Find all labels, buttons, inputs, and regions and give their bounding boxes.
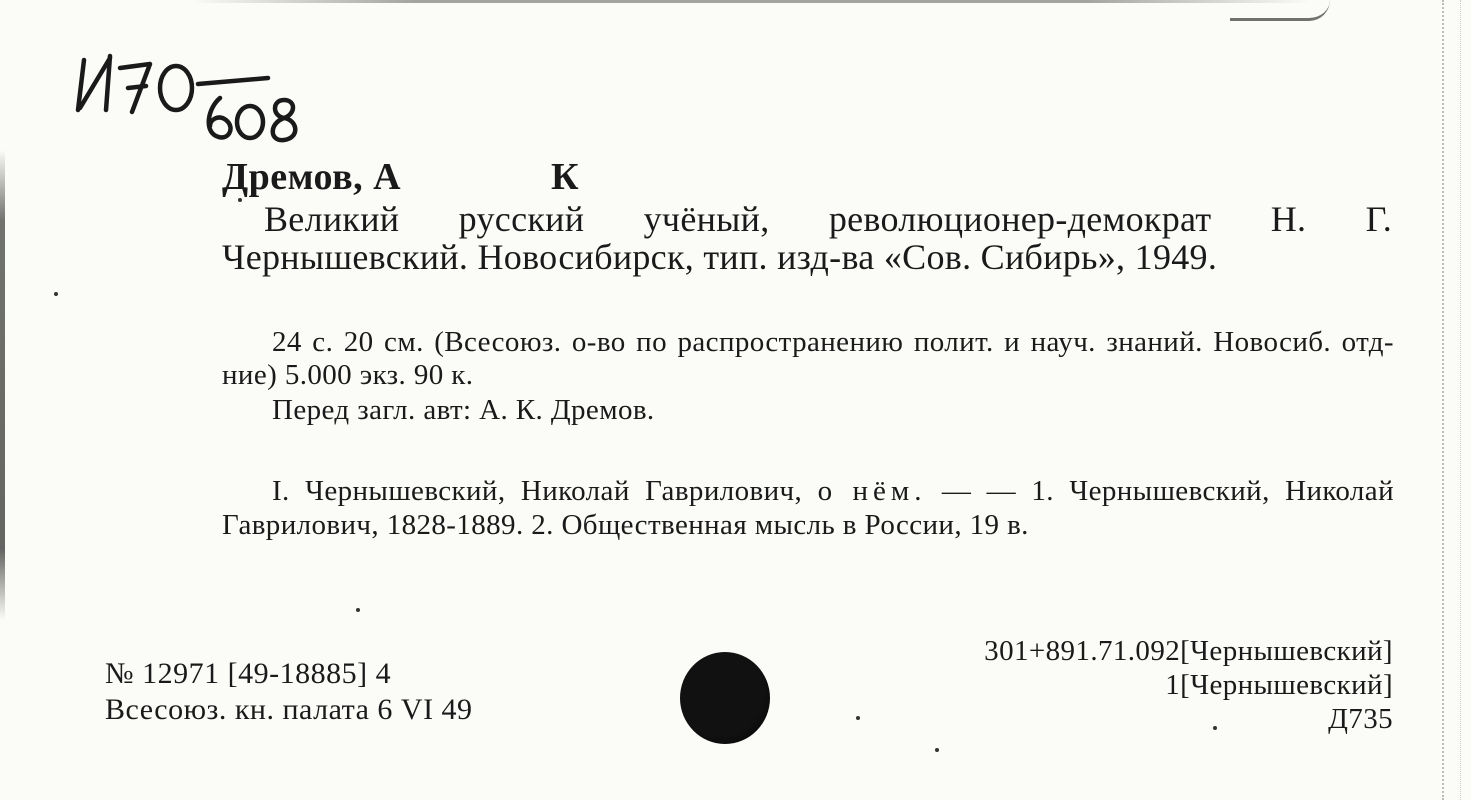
collation-statement: 24 с. 20 см. (Всесоюз. о-во по распространению полит. и науч. знаний. Новосиб. отд-ние) 5.000 экз. 90 к. [222,326,1394,391]
dust-speck [54,292,58,296]
subject-rest: — — 1. Чернышевский, Николай Гаврилович, 1828-1889. 2. Общественная мысль в России, 19 в. [222,475,1394,541]
classification-index-2: 1[Чернышевский] [1165,669,1393,701]
handwritten-call-number [70,38,330,158]
classification-index-1: 301+891.71.092[Чернышевский] [984,635,1393,667]
registration-block [105,656,473,728]
book-chamber-date: Всесоюз. кн. палата 6 VI 49 [105,693,473,726]
card-left-edge-shadow [0,150,5,620]
author-heading [222,155,579,199]
handwritten-call-number-drawing [70,38,330,158]
card-corner-curl [1230,0,1330,21]
dust-speck [856,716,860,720]
subject-nem-word: нём. [852,475,927,507]
dust-speck [356,608,360,612]
subject-tracings [222,474,1394,542]
scan-dotted-line [1442,0,1444,800]
card-top-edge-shadow [190,0,1310,3]
subject-prefix: I. Чернышевский, Николай Гаврилович, [272,475,803,507]
subject-o-word: о [817,475,838,507]
author-mark: Д735 [1328,703,1393,735]
title-and-imprint: Великий русский учёный, революционер-демократ Н. Г. Чернышевский. Новосибирск, тип. изд-ва «Сов. Сибирь», 1949. [222,199,1392,277]
author-second-initial: К [551,156,580,198]
author-surname: Дремов, А [222,156,402,198]
registration-number: № 12971 [49-18885] 4 [105,657,392,690]
dust-speck [935,748,939,752]
author-note: Перед загл. авт: А. К. Дремов. [272,394,655,426]
scan-dotted-line [1460,0,1461,800]
classification-block [984,634,1393,736]
card-punch-hole [680,652,770,744]
